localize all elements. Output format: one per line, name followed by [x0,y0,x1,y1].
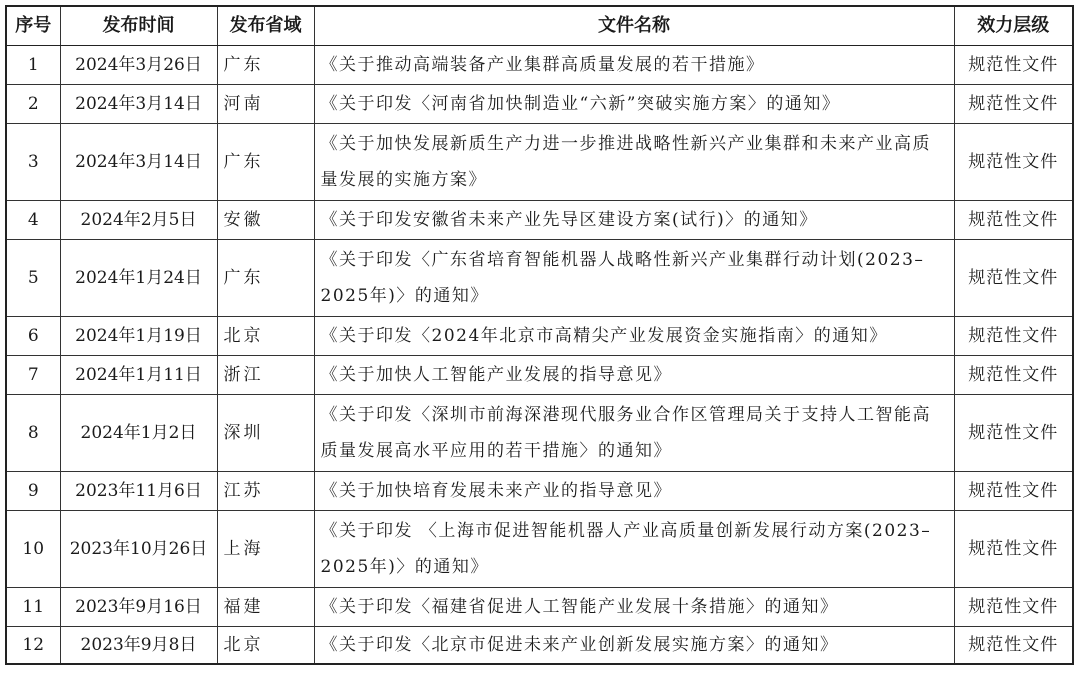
cell-level: 规范性文件 [954,124,1073,201]
header-date: 发布时间 [60,6,217,46]
cell-province: 上海 [217,511,314,588]
cell-date: 2023年11月6日 [60,472,217,511]
table-row [6,395,1073,472]
cell-seq: 2 [6,85,60,124]
cell-seq: 10 [6,511,60,588]
cell-name: 《关于印发安徽省未来产业先导区建设方案(试行)〉的通知》 [314,201,954,240]
cell-province: 浙江 [217,356,314,395]
cell-name: 《关于印发〈广东省培育智能机器人战略性新兴产业集群行动计划(2023–2025年)〉的通知》 [314,240,954,317]
table-row [6,201,1073,240]
cell-date: 2023年9月16日 [60,588,217,627]
cell-province: 福建 [217,588,314,627]
cell-seq: 3 [6,124,60,201]
cell-name: 《关于印发〈河南省加快制造业“六新”突破实施方案〉的通知》 [314,85,954,124]
cell-level: 规范性文件 [954,472,1073,511]
cell-province: 北京 [217,317,314,356]
table-row [6,240,1073,317]
table-body [6,46,1073,665]
header-row [6,6,1073,46]
cell-level: 规范性文件 [954,317,1073,356]
cell-level: 规范性文件 [954,240,1073,317]
cell-level: 规范性文件 [954,356,1073,395]
cell-province: 江苏 [217,472,314,511]
cell-name: 《关于加快人工智能产业发展的指导意见》 [314,356,954,395]
cell-date: 2024年3月26日 [60,46,217,85]
header-name: 文件名称 [314,6,954,46]
cell-level: 规范性文件 [954,511,1073,588]
cell-name: 《关于印发 〈上海市促进智能机器人产业高质量创新发展行动方案(2023–2025年)〉的通知》 [314,511,954,588]
cell-level: 规范性文件 [954,85,1073,124]
header-level: 效力层级 [954,6,1073,46]
cell-province: 深圳 [217,395,314,472]
cell-seq: 4 [6,201,60,240]
cell-name: 《关于印发〈福建省促进人工智能产业发展十条措施〉的通知》 [314,588,954,627]
cell-name: 《关于印发〈深圳市前海深港现代服务业合作区管理局关于支持人工智能高质量发展高水平应用的若干措施〉的通知》 [314,395,954,472]
cell-name: 《关于加快培育发展未来产业的指导意见》 [314,472,954,511]
table-row [6,124,1073,201]
table-row [6,85,1073,124]
cell-province: 北京 [217,627,314,665]
cell-province: 河南 [217,85,314,124]
cell-date: 2023年10月26日 [60,511,217,588]
cell-seq: 7 [6,356,60,395]
table-row [6,317,1073,356]
cell-seq: 8 [6,395,60,472]
cell-province: 广东 [217,46,314,85]
cell-date: 2024年1月19日 [60,317,217,356]
cell-seq: 9 [6,472,60,511]
cell-level: 规范性文件 [954,588,1073,627]
cell-name: 《关于印发〈2024年北京市高精尖产业发展资金实施指南〉的通知》 [314,317,954,356]
cell-date: 2024年3月14日 [60,85,217,124]
cell-level: 规范性文件 [954,46,1073,85]
cell-seq: 6 [6,317,60,356]
header-seq: 序号 [6,6,60,46]
cell-date: 2024年2月5日 [60,201,217,240]
cell-seq: 11 [6,588,60,627]
cell-level: 规范性文件 [954,395,1073,472]
cell-province: 安徽 [217,201,314,240]
table-row [6,588,1073,627]
cell-level: 规范性文件 [954,201,1073,240]
cell-date: 2024年1月24日 [60,240,217,317]
cell-seq: 5 [6,240,60,317]
cell-level: 规范性文件 [954,627,1073,665]
cell-province: 广东 [217,240,314,317]
table-row [6,46,1073,85]
cell-date: 2023年9月8日 [60,627,217,665]
cell-province: 广东 [217,124,314,201]
cell-seq: 12 [6,627,60,665]
cell-date: 2024年3月14日 [60,124,217,201]
policy-table [5,5,1074,665]
header-province: 发布省域 [217,6,314,46]
table-row [6,627,1073,665]
cell-seq: 1 [6,46,60,85]
table-row [6,511,1073,588]
table-header [6,6,1073,46]
cell-name: 《关于印发〈北京市促进未来产业创新发展实施方案〉的通知》 [314,627,954,665]
table-row [6,356,1073,395]
cell-date: 2024年1月2日 [60,395,217,472]
cell-date: 2024年1月11日 [60,356,217,395]
cell-name: 《关于加快发展新质生产力进一步推进战略性新兴产业集群和未来产业高质量发展的实施方案》 [314,124,954,201]
table-row [6,472,1073,511]
cell-name: 《关于推动高端装备产业集群高质量发展的若干措施》 [314,46,954,85]
